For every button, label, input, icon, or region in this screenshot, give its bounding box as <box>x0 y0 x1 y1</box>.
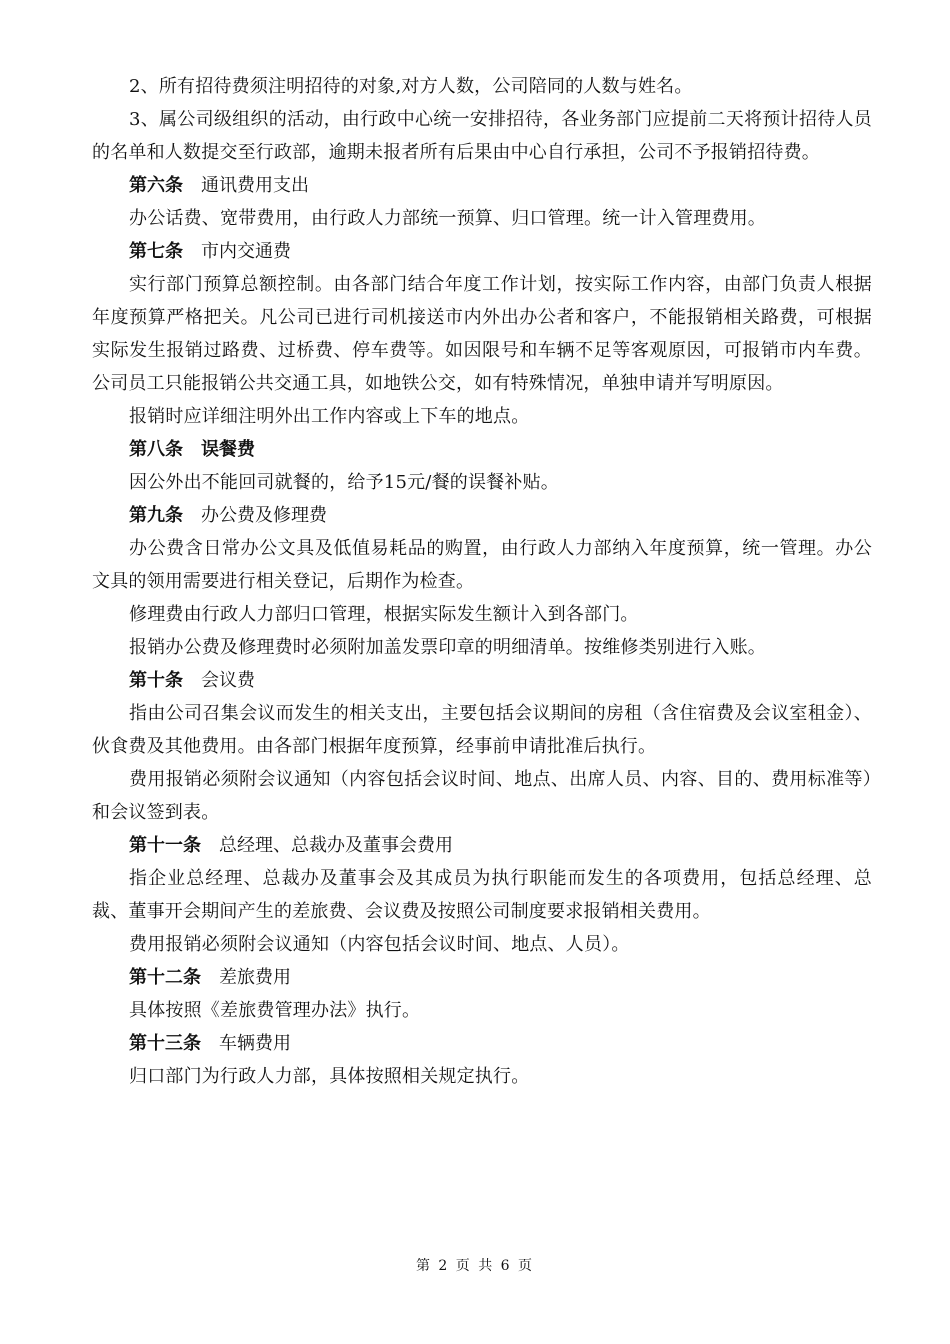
paragraph: 费用报销必须附会议通知（内容包括会议时间、地点、人员）。 <box>129 934 630 955</box>
paragraph: 归口部门为行政人力部，具体按照相关规定执行。 <box>129 1066 530 1087</box>
paragraph: 因公外出不能回司就餐的，给予15元/餐的误餐补贴。 <box>129 472 559 493</box>
document-body <box>92 70 872 1093</box>
article-number: 第九条 <box>129 505 183 526</box>
article-heading <box>92 433 872 466</box>
article-title: 差旅费用 <box>219 967 291 988</box>
article-number: 第十条 <box>129 670 183 691</box>
page-footer: 第 2 页 共 6 页 <box>415 1258 535 1274</box>
article-number: 第十三条 <box>129 1033 201 1054</box>
article-heading <box>92 499 872 532</box>
article-title: 通讯费用支出 <box>201 175 309 196</box>
article-number: 第十一条 <box>129 835 201 856</box>
article-heading <box>92 664 872 697</box>
article-heading <box>92 1027 872 1060</box>
paragraph: 费用报销必须附会议通知（内容包括会议时间、地点、出席人员、内容、目的、费用标准等）和会议签到表。 <box>92 769 872 823</box>
article-number: 第七条 <box>129 241 183 262</box>
article-number: 第六条 <box>129 175 183 196</box>
paragraph: 办公话费、宽带费用，由行政人力部统一预算、归口管理。统一计入管理费用。 <box>129 208 766 229</box>
article-title: 会议费 <box>201 670 255 691</box>
paragraph: 修理费由行政人力部归口管理，根据实际发生额计入到各部门。 <box>129 604 639 625</box>
article-title: 误餐费 <box>201 439 255 460</box>
article-title: 市内交通费 <box>201 241 291 262</box>
article-number: 第十二条 <box>129 967 201 988</box>
article-heading <box>92 829 872 862</box>
article-heading <box>92 235 872 268</box>
article-title: 办公费及修理费 <box>201 505 327 526</box>
article-heading <box>92 961 872 994</box>
article-heading <box>92 169 872 202</box>
paragraph: 指企业总经理、总裁办及董事会及其成员为执行职能而发生的各项费用，包括总经理、总裁、董事开会期间产生的差旅费、会议费及按照公司制度要求报销相关费用。 <box>92 868 872 922</box>
article-title: 总经理、总裁办及董事会费用 <box>219 835 453 856</box>
article-title: 车辆费用 <box>219 1033 291 1054</box>
paragraph: 2、所有招待费须注明招待的对象,对方人数，公司陪同的人数与姓名。 <box>129 76 693 97</box>
paragraph: 3、属公司级组织的活动，由行政中心统一安排招待，各业务部门应提前二天将预计招待人员的名单和人数提交至行政部，逾期未报者所有后果由中心自行承担，公司不予报销招待费。 <box>92 109 872 163</box>
paragraph: 具体按照《差旅费管理办法》执行。 <box>129 1000 421 1021</box>
article-number: 第八条 <box>129 439 183 460</box>
paragraph: 报销办公费及修理费时必须附加盖发票印章的明细清单。按维修类别进行入账。 <box>129 637 766 658</box>
paragraph: 实行部门预算总额控制。由各部门结合年度工作计划，按实际工作内容，由部门负责人根据年度预算严格把关。凡公司已进行司机接送市内外出办公者和客户，不能报销相关路费，可根据实际发生报销过路费、过桥费、停车费等。如因限号和车辆不足等客观原因，可报销市内车费。公司员工只能报销公共交通工具，如地铁公交，如有特殊情况，单独申请并写明原因。 <box>92 274 872 394</box>
paragraph: 指由公司召集会议而发生的相关支出，主要包括会议期间的房租（含住宿费及会议室租金）、伙食费及其他费用。由各部门根据年度预算，经事前申请批准后执行。 <box>92 703 872 757</box>
paragraph: 报销时应详细注明外出工作内容或上下车的地点。 <box>129 406 530 427</box>
paragraph: 办公费含日常办公文具及低值易耗品的购置，由行政人力部纳入年度预算，统一管理。办公文具的领用需要进行相关登记，后期作为检查。 <box>92 538 872 592</box>
